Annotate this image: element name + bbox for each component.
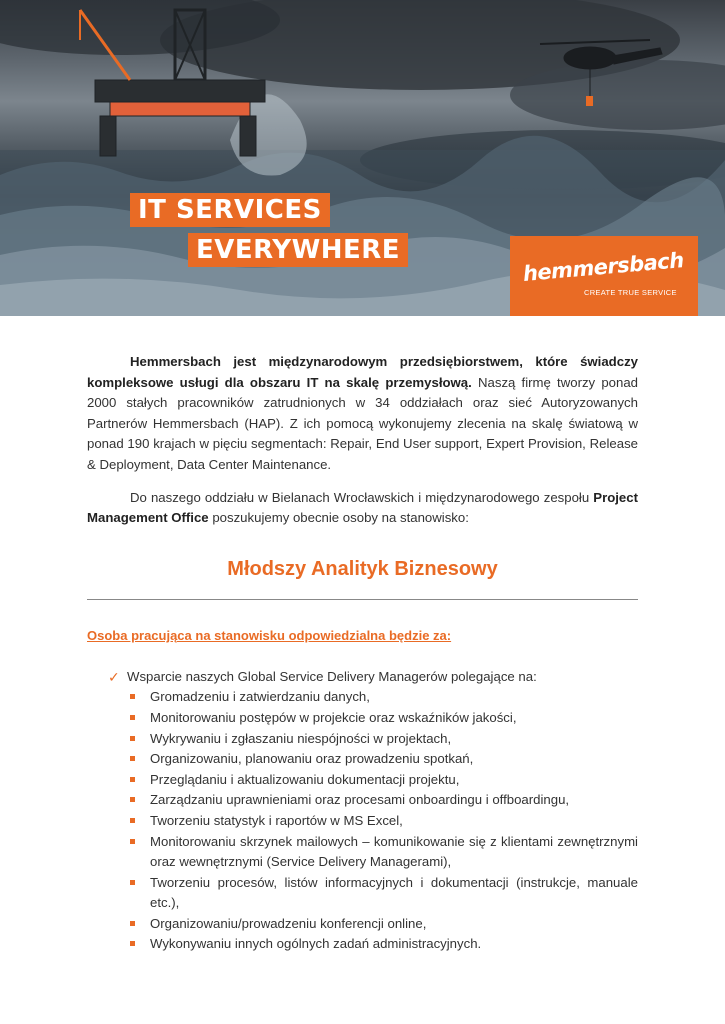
square-bullet-icon [130,736,135,741]
hemmersbach-logo [510,236,698,316]
office-bold-text: Project Management Office [87,489,638,526]
list-item-text: Zarządzaniu uprawnieniami oraz procesami onboardingu i offboardingu, [150,792,570,808]
list-item-text: Organizowaniu/prowadzeniu konferencji online, [150,915,427,931]
list-item-text: Wykrywaniu i zgłaszaniu niespójności w projektach, [150,730,452,746]
list-item-text: Tworzeniu procesów, listów informacyjnych i dokumentacji (instrukcje, manuale etc.), [150,874,638,911]
intro-paragraph [87,352,638,476]
responsibility-main-text: Wsparcie naszych Global Service Delivery Managerów polegające na: [127,668,537,684]
square-bullet-icon [130,777,135,782]
intro-bold-text: Hemmersbach jest międzynarodowym przedsiębiorstwem, które świadczy kompleksowe usługi dla obszaru IT na skalę przemysłową. [87,354,638,390]
square-bullet-icon [130,715,135,720]
brand-name: hemmersbach [521,248,685,286]
list-item [87,729,638,750]
list-item [87,873,638,914]
list-item-text: Monitorowaniu skrzynek mailowych – komunikowanie się z klientami zewnętrznymi oraz wewnętrznymi (Service Delivery Managerami), [150,833,638,870]
document-body [87,352,638,955]
divider [87,599,638,600]
list-item [87,811,638,832]
hero-banner [0,0,725,316]
list-item [87,708,638,729]
responsibilities-heading: Osoba pracująca na stanowisku odpowiedzialna będzie za: [87,627,452,643]
list-item [87,832,638,873]
list-item-text: Organizowaniu, planowaniu oraz prowadzeniu spotkań, [150,751,474,767]
office-paragraph [87,488,638,529]
list-item-text: Przeglądaniu i aktualizowaniu dokumentacji projektu, [150,771,460,787]
square-bullet-icon [130,921,135,926]
list-item-text: Monitorowaniu postępów w projekcie oraz wskaźników jakości, [150,709,517,725]
square-bullet-icon [130,818,135,823]
list-item [87,687,638,708]
office-text-after: poszukujemy obecnie osoby na stanowisko: [208,510,469,526]
square-bullet-icon [130,797,135,802]
square-bullet-icon [130,941,135,946]
square-bullet-icon [130,756,135,761]
list-item-text: Tworzeniu statystyk i raportów w MS Excel, [150,812,403,828]
tagline-everywhere: EVERYWHERE [188,233,408,267]
list-item [87,790,638,811]
list-item-text: Wykonywaniu innych ogólnych zadań administracyjnych. [150,936,482,952]
list-item [87,749,638,770]
office-text-before: Do naszego oddziału w Bielanach Wrocławskich i międzynarodowego zespołu [130,489,594,505]
list-item [87,934,638,955]
job-title: Młodszy Analityk Biznesowy [227,557,498,580]
square-bullet-icon [130,839,135,844]
list-item-text: Gromadzeniu i zatwierdzaniu danych, [150,689,370,705]
responsibility-list [87,687,638,955]
checkmark-icon: ✓ [108,668,120,685]
intro-text: Naszą firmę tworzy ponad 2000 stałych pracowników zatrudnionych w 34 oddziałach oraz sieć Autoryzowanych Partnerów Hemmersbach (HAP). Z ich pomocą wykonujemy zlecenia na skalę światową w ponad 190 krajach w pięciu segmentach: Repair, End User support, Expert Provision, Release & Deployment, Data Center Maintenance. [87,374,638,472]
list-item [87,770,638,791]
tagline-it-services: IT SERVICES [130,193,330,227]
list-item [87,914,638,935]
responsibility-main [87,667,638,688]
brand-slogan: CREATE TRUE SERVICE [584,288,677,297]
square-bullet-icon [130,694,135,699]
square-bullet-icon [130,880,135,885]
